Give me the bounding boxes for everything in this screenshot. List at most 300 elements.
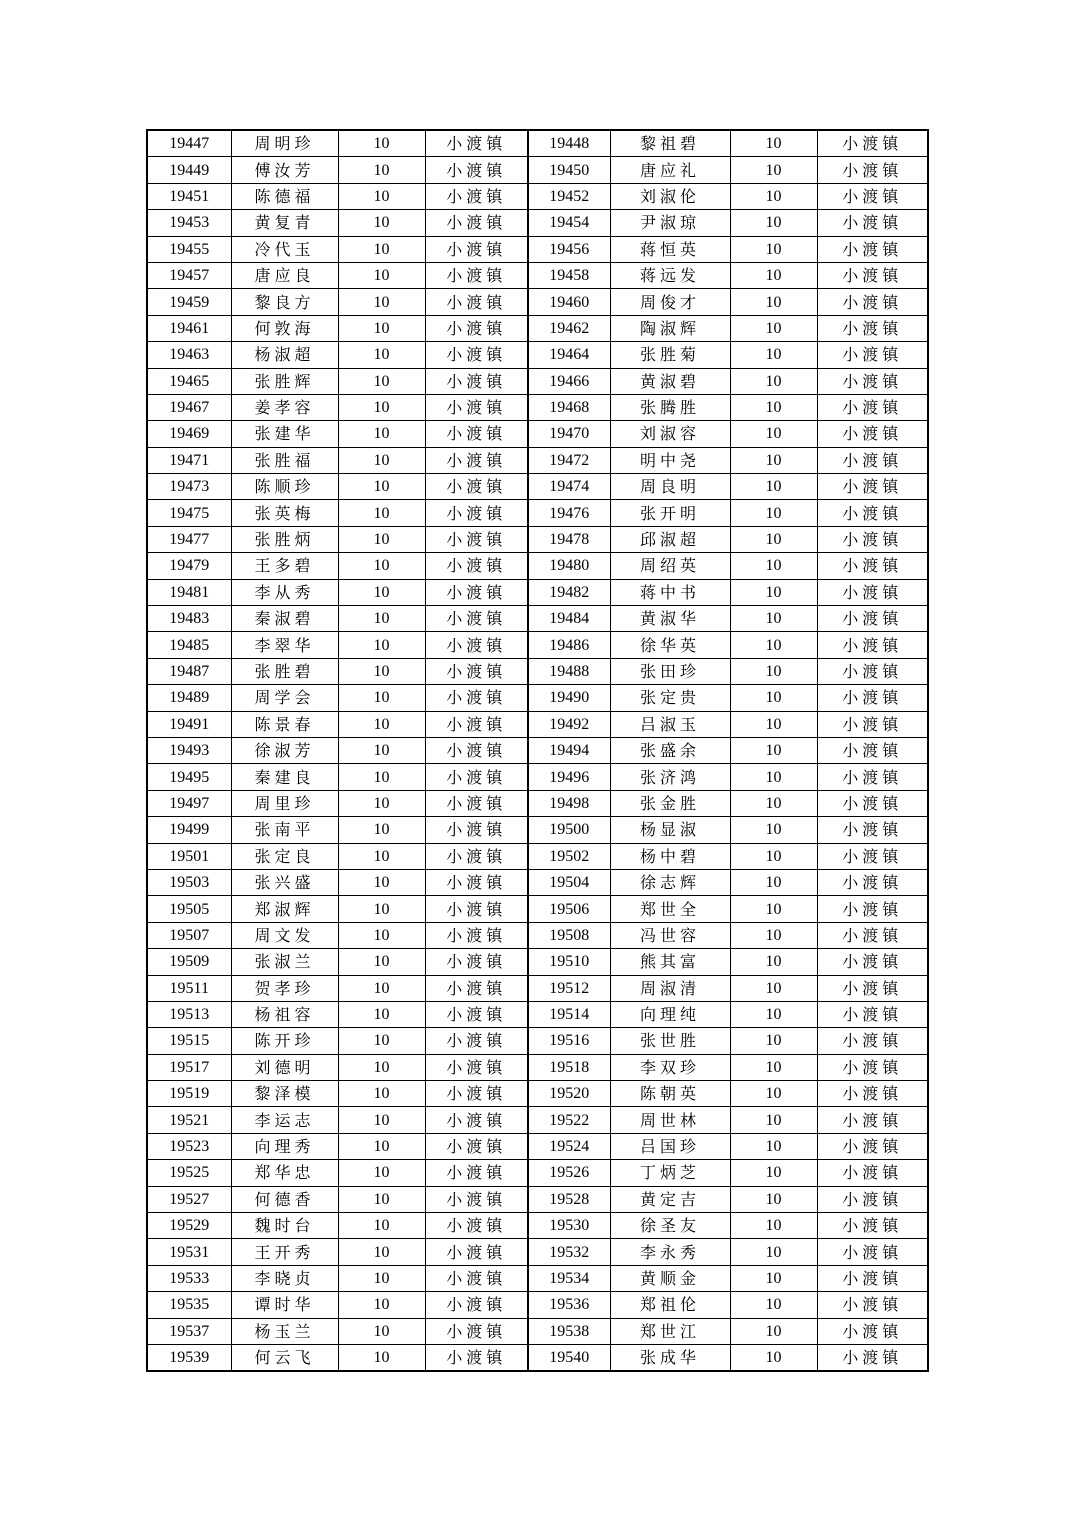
record-number-cell: 19514 [528, 1001, 610, 1027]
record-number-cell: 19478 [528, 526, 610, 552]
town-name-cell: 小渡镇 [817, 1001, 928, 1027]
table-row [147, 737, 928, 763]
person-name-cell: 张盛余 [610, 737, 730, 763]
amount-cell: 10 [730, 1054, 817, 1080]
person-name-cell: 黄定吉 [610, 1186, 730, 1212]
table-row [147, 447, 928, 473]
person-name-cell: 谭时华 [231, 1292, 338, 1318]
table-row [147, 553, 928, 579]
record-number-cell: 19536 [528, 1292, 610, 1318]
town-name-cell: 小渡镇 [817, 869, 928, 895]
person-name-cell: 李翠华 [231, 632, 338, 658]
table-row [147, 685, 928, 711]
amount-cell: 10 [730, 843, 817, 869]
town-name-cell: 小渡镇 [425, 262, 528, 288]
town-name-cell: 小渡镇 [817, 183, 928, 209]
record-number-cell: 19530 [528, 1213, 610, 1239]
person-name-cell: 傅汝芳 [231, 157, 338, 183]
record-number-cell: 19528 [528, 1186, 610, 1212]
table-row [147, 262, 928, 288]
amount-cell: 10 [730, 606, 817, 632]
record-number-cell: 19473 [147, 474, 231, 500]
amount-cell: 10 [338, 130, 425, 157]
record-number-cell: 19507 [147, 922, 231, 948]
person-name-cell: 周俊才 [610, 289, 730, 315]
record-number-cell: 19455 [147, 236, 231, 262]
amount-cell: 10 [338, 236, 425, 262]
amount-cell: 10 [338, 342, 425, 368]
town-name-cell: 小渡镇 [817, 606, 928, 632]
record-number-cell: 19463 [147, 342, 231, 368]
person-name-cell: 秦淑碧 [231, 606, 338, 632]
amount-cell: 10 [338, 1001, 425, 1027]
person-name-cell: 熊其富 [610, 949, 730, 975]
town-name-cell: 小渡镇 [817, 421, 928, 447]
amount-cell: 10 [338, 500, 425, 526]
table-row [147, 949, 928, 975]
person-name-cell: 黄淑碧 [610, 368, 730, 394]
record-number-cell: 19504 [528, 869, 610, 895]
town-name-cell: 小渡镇 [817, 579, 928, 605]
record-number-cell: 19468 [528, 394, 610, 420]
record-number-cell: 19485 [147, 632, 231, 658]
record-number-cell: 19537 [147, 1318, 231, 1344]
record-number-cell: 19447 [147, 130, 231, 157]
amount-cell: 10 [338, 394, 425, 420]
person-name-cell: 陈朝英 [610, 1081, 730, 1107]
amount-cell: 10 [730, 1028, 817, 1054]
amount-cell: 10 [338, 737, 425, 763]
amount-cell: 10 [338, 1160, 425, 1186]
town-name-cell: 小渡镇 [425, 368, 528, 394]
record-number-cell: 19453 [147, 210, 231, 236]
table-row [147, 896, 928, 922]
record-number-cell: 19482 [528, 579, 610, 605]
amount-cell: 10 [338, 262, 425, 288]
town-name-cell: 小渡镇 [425, 1160, 528, 1186]
amount-cell: 10 [730, 737, 817, 763]
record-number-cell: 19508 [528, 922, 610, 948]
amount-cell: 10 [730, 236, 817, 262]
town-name-cell: 小渡镇 [817, 843, 928, 869]
record-number-cell: 19499 [147, 817, 231, 843]
person-name-cell: 邱淑超 [610, 526, 730, 552]
town-name-cell: 小渡镇 [817, 1239, 928, 1265]
amount-cell: 10 [730, 183, 817, 209]
town-name-cell: 小渡镇 [817, 315, 928, 341]
person-name-cell: 黎祖碧 [610, 130, 730, 157]
town-name-cell: 小渡镇 [425, 1186, 528, 1212]
amount-cell: 10 [730, 1160, 817, 1186]
town-name-cell: 小渡镇 [425, 579, 528, 605]
record-number-cell: 19520 [528, 1081, 610, 1107]
amount-cell: 10 [338, 1028, 425, 1054]
town-name-cell: 小渡镇 [425, 790, 528, 816]
amount-cell: 10 [338, 526, 425, 552]
person-name-cell: 蒋中书 [610, 579, 730, 605]
town-name-cell: 小渡镇 [817, 1213, 928, 1239]
town-name-cell: 小渡镇 [425, 1081, 528, 1107]
person-name-cell: 张淑兰 [231, 949, 338, 975]
person-name-cell: 张定良 [231, 843, 338, 869]
table-row [147, 315, 928, 341]
amount-cell: 10 [730, 949, 817, 975]
person-name-cell: 周良明 [610, 474, 730, 500]
amount-cell: 10 [730, 1081, 817, 1107]
record-number-cell: 19510 [528, 949, 610, 975]
amount-cell: 10 [338, 922, 425, 948]
record-number-cell: 19465 [147, 368, 231, 394]
town-name-cell: 小渡镇 [817, 949, 928, 975]
town-name-cell: 小渡镇 [817, 130, 928, 157]
record-number-cell: 19524 [528, 1133, 610, 1159]
town-name-cell: 小渡镇 [425, 157, 528, 183]
town-name-cell: 小渡镇 [425, 1292, 528, 1318]
amount-cell: 10 [338, 183, 425, 209]
amount-cell: 10 [338, 1107, 425, 1133]
amount-cell: 10 [730, 1239, 817, 1265]
record-number-cell: 19466 [528, 368, 610, 394]
town-name-cell: 小渡镇 [817, 1107, 928, 1133]
record-number-cell: 19483 [147, 606, 231, 632]
record-number-cell: 19500 [528, 817, 610, 843]
record-number-cell: 19533 [147, 1265, 231, 1291]
amount-cell: 10 [338, 421, 425, 447]
person-name-cell: 李双珍 [610, 1054, 730, 1080]
town-name-cell: 小渡镇 [425, 922, 528, 948]
town-name-cell: 小渡镇 [425, 315, 528, 341]
record-number-cell: 19487 [147, 658, 231, 684]
person-name-cell: 贺孝珍 [231, 975, 338, 1001]
person-name-cell: 黎泽模 [231, 1081, 338, 1107]
table-row [147, 474, 928, 500]
town-name-cell: 小渡镇 [425, 949, 528, 975]
amount-cell: 10 [730, 474, 817, 500]
record-number-cell: 19516 [528, 1028, 610, 1054]
person-name-cell: 王开秀 [231, 1239, 338, 1265]
amount-cell: 10 [730, 1213, 817, 1239]
town-name-cell: 小渡镇 [817, 1292, 928, 1318]
town-name-cell: 小渡镇 [425, 1239, 528, 1265]
record-number-cell: 19511 [147, 975, 231, 1001]
town-name-cell: 小渡镇 [817, 975, 928, 1001]
record-number-cell: 19474 [528, 474, 610, 500]
person-name-cell: 黄淑华 [610, 606, 730, 632]
record-number-cell: 19479 [147, 553, 231, 579]
record-number-cell: 19470 [528, 421, 610, 447]
amount-cell: 10 [730, 1186, 817, 1212]
person-name-cell: 周绍英 [610, 553, 730, 579]
town-name-cell: 小渡镇 [425, 500, 528, 526]
amount-cell: 10 [338, 632, 425, 658]
amount-cell: 10 [338, 843, 425, 869]
town-name-cell: 小渡镇 [425, 210, 528, 236]
town-name-cell: 小渡镇 [425, 685, 528, 711]
person-name-cell: 陈德福 [231, 183, 338, 209]
person-name-cell: 张胜碧 [231, 658, 338, 684]
amount-cell: 10 [730, 1133, 817, 1159]
town-name-cell: 小渡镇 [817, 526, 928, 552]
person-name-cell: 唐应礼 [610, 157, 730, 183]
amount-cell: 10 [338, 315, 425, 341]
amount-cell: 10 [730, 342, 817, 368]
town-name-cell: 小渡镇 [817, 368, 928, 394]
town-name-cell: 小渡镇 [425, 526, 528, 552]
table-row [147, 1318, 928, 1344]
record-number-cell: 19464 [528, 342, 610, 368]
amount-cell: 10 [730, 1107, 817, 1133]
town-name-cell: 小渡镇 [817, 1054, 928, 1080]
table-row [147, 1265, 928, 1291]
table-row [147, 157, 928, 183]
record-number-cell: 19448 [528, 130, 610, 157]
person-name-cell: 徐华英 [610, 632, 730, 658]
table-row [147, 975, 928, 1001]
amount-cell: 10 [338, 1186, 425, 1212]
person-name-cell: 向理纯 [610, 1001, 730, 1027]
amount-cell: 10 [730, 790, 817, 816]
record-number-cell: 19506 [528, 896, 610, 922]
town-name-cell: 小渡镇 [817, 1133, 928, 1159]
amount-cell: 10 [730, 210, 817, 236]
record-number-cell: 19469 [147, 421, 231, 447]
town-name-cell: 小渡镇 [817, 1081, 928, 1107]
amount-cell: 10 [730, 1265, 817, 1291]
town-name-cell: 小渡镇 [425, 658, 528, 684]
person-name-cell: 张金胜 [610, 790, 730, 816]
person-name-cell: 杨淑超 [231, 342, 338, 368]
town-name-cell: 小渡镇 [817, 711, 928, 737]
person-name-cell: 张胜辉 [231, 368, 338, 394]
person-name-cell: 何敦海 [231, 315, 338, 341]
town-name-cell: 小渡镇 [817, 1160, 928, 1186]
table-row [147, 817, 928, 843]
person-name-cell: 杨玉兰 [231, 1318, 338, 1344]
record-number-cell: 19449 [147, 157, 231, 183]
table-row [147, 711, 928, 737]
table-row [147, 210, 928, 236]
amount-cell: 10 [730, 1318, 817, 1344]
town-name-cell: 小渡镇 [425, 1133, 528, 1159]
record-number-cell: 19467 [147, 394, 231, 420]
amount-cell: 10 [338, 896, 425, 922]
person-name-cell: 张南平 [231, 817, 338, 843]
town-name-cell: 小渡镇 [425, 236, 528, 262]
person-name-cell: 黎良方 [231, 289, 338, 315]
town-name-cell: 小渡镇 [425, 394, 528, 420]
amount-cell: 10 [338, 553, 425, 579]
town-name-cell: 小渡镇 [817, 1318, 928, 1344]
person-name-cell: 冯世容 [610, 922, 730, 948]
person-name-cell: 周世林 [610, 1107, 730, 1133]
record-number-cell: 19498 [528, 790, 610, 816]
person-name-cell: 蒋恒英 [610, 236, 730, 262]
person-name-cell: 王多碧 [231, 553, 338, 579]
person-name-cell: 丁炳芝 [610, 1160, 730, 1186]
table-row [147, 130, 928, 157]
amount-cell: 10 [338, 289, 425, 315]
town-name-cell: 小渡镇 [817, 236, 928, 262]
amount-cell: 10 [730, 1344, 817, 1371]
record-number-cell: 19526 [528, 1160, 610, 1186]
amount-cell: 10 [338, 764, 425, 790]
record-number-cell: 19451 [147, 183, 231, 209]
table-row [147, 658, 928, 684]
person-name-cell: 徐志辉 [610, 869, 730, 895]
amount-cell: 10 [730, 658, 817, 684]
town-name-cell: 小渡镇 [817, 342, 928, 368]
table-row [147, 790, 928, 816]
table-row [147, 1001, 928, 1027]
amount-cell: 10 [730, 262, 817, 288]
record-number-cell: 19471 [147, 447, 231, 473]
record-number-cell: 19525 [147, 1160, 231, 1186]
town-name-cell: 小渡镇 [425, 447, 528, 473]
record-number-cell: 19476 [528, 500, 610, 526]
person-name-cell: 郑世江 [610, 1318, 730, 1344]
record-number-cell: 19529 [147, 1213, 231, 1239]
table-row [147, 1160, 928, 1186]
table-row [147, 183, 928, 209]
table-row [147, 1081, 928, 1107]
person-name-cell: 刘淑伦 [610, 183, 730, 209]
person-name-cell: 黄复青 [231, 210, 338, 236]
amount-cell: 10 [730, 315, 817, 341]
amount-cell: 10 [338, 1265, 425, 1291]
town-name-cell: 小渡镇 [425, 843, 528, 869]
town-name-cell: 小渡镇 [425, 1344, 528, 1371]
amount-cell: 10 [730, 685, 817, 711]
record-number-cell: 19505 [147, 896, 231, 922]
person-name-cell: 郑祖伦 [610, 1292, 730, 1318]
record-number-cell: 19515 [147, 1028, 231, 1054]
amount-cell: 10 [730, 289, 817, 315]
record-number-cell: 19491 [147, 711, 231, 737]
record-number-cell: 19493 [147, 737, 231, 763]
person-name-cell: 明中尧 [610, 447, 730, 473]
amount-cell: 10 [730, 394, 817, 420]
table-row [147, 368, 928, 394]
town-name-cell: 小渡镇 [817, 922, 928, 948]
town-name-cell: 小渡镇 [425, 606, 528, 632]
amount-cell: 10 [338, 975, 425, 1001]
record-number-cell: 19503 [147, 869, 231, 895]
person-name-cell: 郑淑辉 [231, 896, 338, 922]
amount-cell: 10 [730, 896, 817, 922]
town-name-cell: 小渡镇 [425, 474, 528, 500]
table-row [147, 236, 928, 262]
person-name-cell: 张定贵 [610, 685, 730, 711]
person-name-cell: 杨显淑 [610, 817, 730, 843]
person-name-cell: 张开明 [610, 500, 730, 526]
table-row [147, 764, 928, 790]
record-number-cell: 19509 [147, 949, 231, 975]
record-number-cell: 19489 [147, 685, 231, 711]
record-number-cell: 19512 [528, 975, 610, 1001]
record-number-cell: 19477 [147, 526, 231, 552]
table-row [147, 869, 928, 895]
person-name-cell: 张建华 [231, 421, 338, 447]
amount-cell: 10 [338, 474, 425, 500]
amount-cell: 10 [338, 817, 425, 843]
town-name-cell: 小渡镇 [817, 896, 928, 922]
town-name-cell: 小渡镇 [817, 447, 928, 473]
person-name-cell: 陈景春 [231, 711, 338, 737]
amount-cell: 10 [730, 447, 817, 473]
table-row [147, 1054, 928, 1080]
town-name-cell: 小渡镇 [425, 632, 528, 658]
person-name-cell: 周淑清 [610, 975, 730, 1001]
amount-cell: 10 [338, 949, 425, 975]
table-row [147, 1133, 928, 1159]
table-row [147, 922, 928, 948]
record-number-cell: 19502 [528, 843, 610, 869]
person-name-cell: 张济鸿 [610, 764, 730, 790]
amount-cell: 10 [730, 975, 817, 1001]
person-name-cell: 何云飞 [231, 1344, 338, 1371]
record-number-cell: 19488 [528, 658, 610, 684]
amount-cell: 10 [730, 922, 817, 948]
person-name-cell: 张兴盛 [231, 869, 338, 895]
town-name-cell: 小渡镇 [817, 764, 928, 790]
amount-cell: 10 [338, 1344, 425, 1371]
town-name-cell: 小渡镇 [425, 1213, 528, 1239]
table-row [147, 1344, 928, 1371]
table-row [147, 1186, 928, 1212]
record-number-cell: 19518 [528, 1054, 610, 1080]
person-name-cell: 郑世全 [610, 896, 730, 922]
amount-cell: 10 [730, 368, 817, 394]
amount-cell: 10 [730, 553, 817, 579]
roster-body [147, 130, 928, 1371]
town-name-cell: 小渡镇 [817, 658, 928, 684]
amount-cell: 10 [730, 130, 817, 157]
record-number-cell: 19461 [147, 315, 231, 341]
person-name-cell: 张英梅 [231, 500, 338, 526]
town-name-cell: 小渡镇 [817, 1344, 928, 1371]
person-name-cell: 何德香 [231, 1186, 338, 1212]
amount-cell: 10 [338, 1239, 425, 1265]
town-name-cell: 小渡镇 [425, 1265, 528, 1291]
table-row [147, 1292, 928, 1318]
table-row [147, 606, 928, 632]
table-row [147, 843, 928, 869]
town-name-cell: 小渡镇 [817, 1028, 928, 1054]
person-name-cell: 李运志 [231, 1107, 338, 1133]
person-name-cell: 刘淑容 [610, 421, 730, 447]
amount-cell: 10 [730, 500, 817, 526]
town-name-cell: 小渡镇 [425, 553, 528, 579]
table-row [147, 421, 928, 447]
table-row [147, 394, 928, 420]
town-name-cell: 小渡镇 [817, 1265, 928, 1291]
person-name-cell: 陈开珍 [231, 1028, 338, 1054]
person-name-cell: 向理秀 [231, 1133, 338, 1159]
town-name-cell: 小渡镇 [425, 764, 528, 790]
record-number-cell: 19497 [147, 790, 231, 816]
town-name-cell: 小渡镇 [817, 817, 928, 843]
person-name-cell: 张世胜 [610, 1028, 730, 1054]
table-row [147, 342, 928, 368]
person-name-cell: 张腾胜 [610, 394, 730, 420]
amount-cell: 10 [338, 658, 425, 684]
person-name-cell: 蒋远发 [610, 262, 730, 288]
table-row [147, 632, 928, 658]
table-row [147, 1213, 928, 1239]
record-number-cell: 19532 [528, 1239, 610, 1265]
town-name-cell: 小渡镇 [817, 157, 928, 183]
amount-cell: 10 [338, 1054, 425, 1080]
